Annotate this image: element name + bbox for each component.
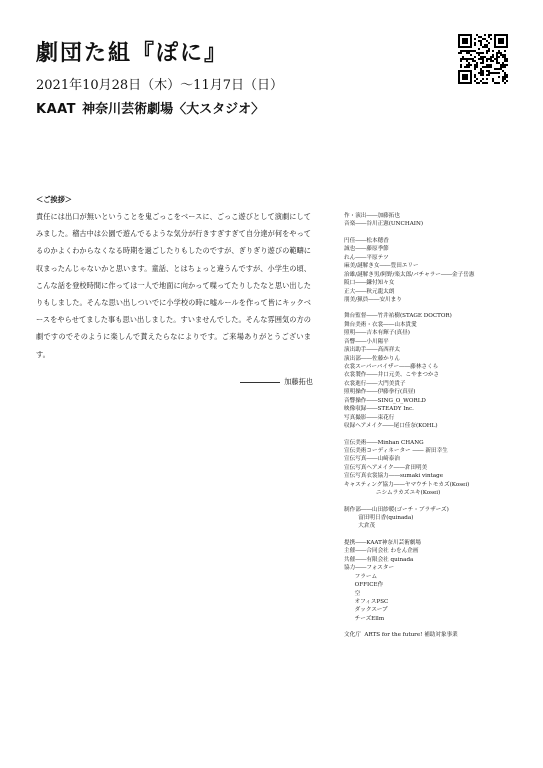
page-title: 劇団た組『ぽに』	[36, 40, 229, 66]
credit-line: 文化庁 ARTS for the future! 補助対象事業	[344, 632, 458, 639]
credits-group	[344, 539, 529, 623]
venue-name: 神奈川芸術劇場〈大スタジオ〉	[82, 102, 265, 117]
qr-code-icon	[458, 34, 508, 84]
performance-dates: 2021年10月28日（木）〜11月7日（日）	[36, 78, 283, 93]
credit-line: 阪口――鎌付知々女	[344, 280, 395, 287]
credit-line: 宣伝写真――山﨑泰治	[344, 456, 400, 463]
credit-line: 衣裳進行――大門美貴子	[344, 380, 406, 387]
credit-line: 写真撮影――束花行	[344, 414, 395, 421]
credit-line: 富田明日香(quinada)	[344, 515, 414, 521]
credits-list	[344, 212, 529, 648]
credit-line: キャスティング協力――ヤマウチトモカズ(Kosei)	[344, 481, 470, 488]
credit-line: 宣伝美術コーディネーター ―― 新田幸生	[344, 447, 448, 454]
credit-line: 制作部――山田紗暖(ゴーチ・ブラザーズ)	[344, 506, 449, 513]
credit-line: 映像収録――STEADY Inc.	[344, 406, 414, 413]
credit-line: 空	[344, 590, 361, 597]
credit-line: ニシムラカズユキ(Kosei)	[344, 490, 441, 497]
credits-group	[344, 312, 529, 430]
credit-line: 音楽――谷川正憲(UNCHAIN)	[344, 221, 424, 228]
credit-line: チーズEllm	[344, 615, 385, 622]
greeting-heading: ＜ご挨拶＞	[36, 195, 72, 204]
credit-line: 作・演出――加藤拓也	[344, 213, 400, 219]
credit-line: 音響操作――SING_O_WORLD	[344, 397, 426, 404]
credits-group	[344, 212, 529, 229]
credit-line: 収録ヘアメイク――尾口佳奈(KOHL)	[344, 423, 438, 430]
credit-line: 協力――フォスター	[344, 565, 395, 572]
credit-line: 舞台美術・衣裳――山本貴愛	[344, 321, 417, 328]
credit-line: 舞台監督――竹井祐樹(STAGE DOCTOR)	[344, 313, 452, 320]
signature-rule	[240, 382, 280, 383]
credit-line: 照明――吉本有輝子(真昼)	[344, 330, 410, 337]
credits-group	[344, 631, 529, 639]
venue-brand: KAAT	[36, 102, 77, 117]
greeting-body: 責任には出口が無いということを鬼ごっこをベースに、ごっこ遊びとして演劇にしてみました。稽古中は公園で遊んでるような気分が行きすぎすぎて自分達が何をやってるのかよくわからなくなる時期を過ごしたりもしたのですが、ぎりぎり遊びの範疇に収まったんじゃないかと思います。童話、とはちょっと違うんですが、小学生の頃、こんな話を登校時間に作っては一人で地面に向かって喋ってたりしたなと思い出したりもしました。そんな思い出しついでに小学校の時に嘘ルールを作って皆にキックベースをやらせてました事も思い出しました。すいませんでした。そんな雰囲気の方の劇ですのでそのように楽しんで貰えたらなによりです。ご来場ありがとうございます。	[36, 212, 311, 359]
credit-line: 衣裳スーパーバイザー――藤林さくら	[344, 364, 439, 370]
credit-line: れん――平原テツ	[344, 254, 389, 261]
credit-line: フラーム	[344, 573, 378, 580]
credit-line: 大倉茂	[344, 523, 376, 530]
signature-name: 加藤拓也	[284, 377, 313, 386]
credit-line: 正大――秋元龍太朗	[344, 288, 395, 295]
credit-line: 宣伝写真衣裳協力――sumaki vintage	[344, 473, 444, 480]
credit-line: 朋美/猟員――安川まり	[344, 296, 402, 303]
credit-line: OFFICE作	[344, 582, 384, 589]
credit-line: 治雄/謎解き男/阿野/楽太郎/バチャラー――金子岳憲	[344, 271, 475, 278]
credit-line: 共催――有限会社 quinada	[344, 556, 414, 563]
venue	[36, 98, 264, 117]
credits-group	[344, 439, 529, 498]
credit-line: 照明操作――伊藤拳行(真昼)	[344, 389, 416, 396]
credit-line: 主催――合同会社 わをん企画	[344, 548, 419, 555]
greeting-section	[36, 192, 311, 363]
credits-group	[344, 506, 529, 531]
credit-line: 提携――KAAT神奈川芸術劇場	[344, 539, 421, 546]
credit-line: 演出助手――高西祥太	[344, 347, 400, 354]
credit-line: 音響――小川陽平	[344, 338, 389, 345]
signature	[238, 377, 313, 387]
credit-line: 麻美/謎解き女――豊田エリー	[344, 263, 419, 270]
credit-line: 誠也――藤原季節	[344, 246, 389, 253]
credit-line: オフィスPSC	[344, 598, 389, 605]
credit-line: ダックスープ	[344, 607, 388, 614]
credits-group	[344, 237, 529, 305]
credit-line: 宣伝写真ヘアメイク――倉田明美	[344, 464, 428, 471]
credit-line: 演出部――佐藤かりん	[344, 355, 400, 362]
credit-line: 宣伝美術――Minhan CHANG	[344, 439, 424, 446]
credit-line: 衣裳製作――井口元美、こやまつかさ	[344, 372, 440, 379]
credit-line: 円佳――松本穂香	[344, 237, 389, 244]
